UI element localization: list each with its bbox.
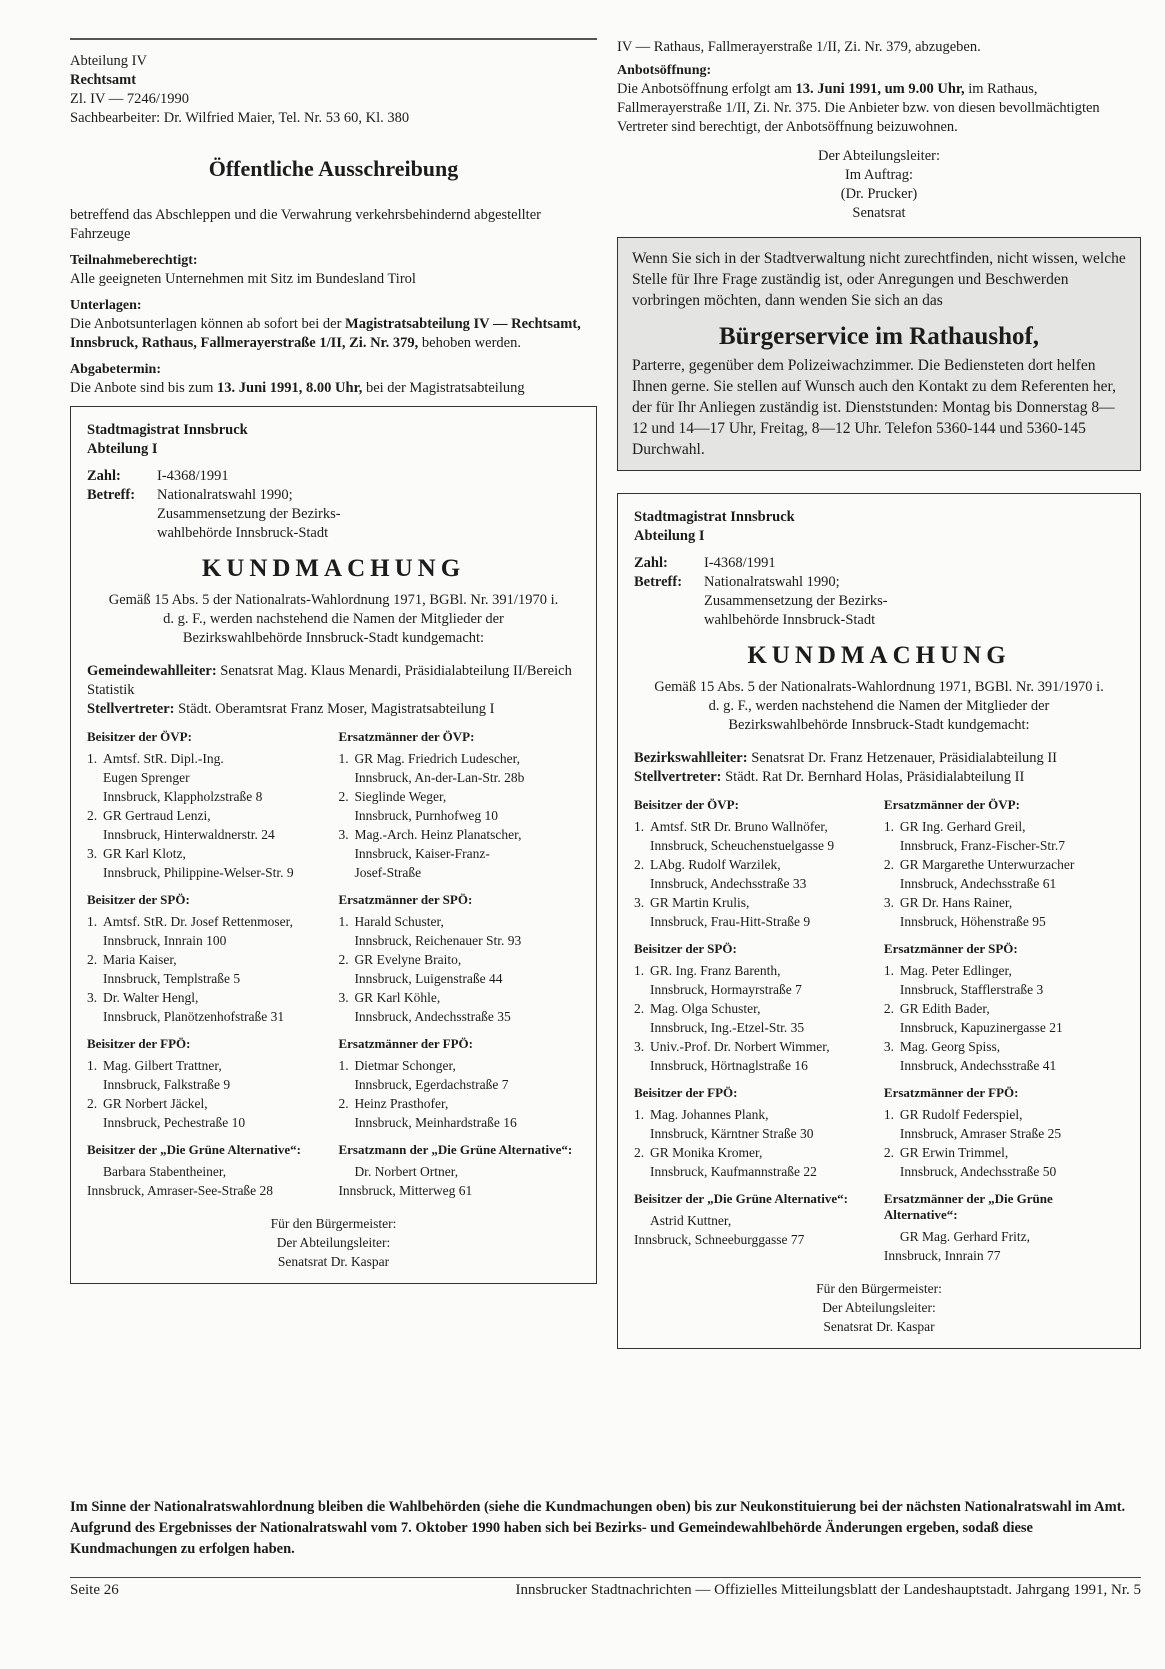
leader-value: Senatsrat Mag. Klaus Menardi, Präsidialabteilung II/Bereich Statistik [87, 663, 572, 698]
member-detail: Innsbruck, Höhenstraße 95 [899, 914, 1046, 929]
betreff-line: Nationalratswahl 1990; [704, 574, 840, 590]
member-name: Harald Schuster, [354, 914, 444, 929]
member-detail: Innsbruck, Mitterweg 61 [338, 1183, 473, 1198]
member-list [884, 817, 1124, 931]
signature-line: Für den Bürgermeister: [270, 1216, 397, 1231]
deadline-text-start: Die Anbote sind bis zum [70, 380, 218, 396]
member-list [634, 1105, 874, 1181]
member-detail: Innsbruck, Kaiser-Franz- [354, 846, 490, 861]
member-list [338, 749, 580, 882]
section-title: Beisitzer der FPÖ: [634, 1085, 738, 1100]
leader-line [87, 662, 580, 700]
member-detail: Innsbruck, Amraser-See-Straße 28 [87, 1183, 274, 1198]
member-detail: Innsbruck, Kapuzinergasse 21 [899, 1020, 1063, 1035]
bottom-note: Im Sinne der Nationalratswahlordnung bleiben die Wahlbehörden (siehe die Kundmachungen oben) bis zur Neukonstituierung bei der nächsten Nationalratswahl im Amt. Aufgrund des Ergebnisses der Nationalratswahl vom 7. Oktober 1990 haben sich bei Bezirks- und Gemeindewahlbehörde Änderungen ergeben, sodaß diese Kundmachungen zu erfolgen haben. [70, 1499, 1126, 1557]
section-title: Beisitzer der SPÖ: [634, 941, 737, 956]
kundmachung-box-1 [70, 406, 597, 1284]
list-item [338, 1094, 580, 1132]
substitutes-column [884, 931, 1124, 1075]
member-detail: Innsbruck, Hormayrstraße 7 [650, 982, 802, 997]
party-section [87, 719, 580, 882]
members-column [87, 1026, 329, 1132]
member-detail: Innsbruck, Pechestraße 10 [103, 1115, 246, 1130]
member-detail: Innsbruck, Meinhardstraße 16 [354, 1115, 517, 1130]
section-title: Ersatzmänner der SPÖ: [883, 941, 1018, 956]
list-item [634, 1105, 874, 1143]
list-item [87, 988, 329, 1026]
member-name: GR Norbert Jäckel, [103, 1096, 208, 1111]
opening-text [617, 80, 1141, 137]
member-name: Mag. Johannes Plank, [650, 1107, 769, 1122]
party-section [87, 1026, 580, 1132]
party-section [634, 1075, 1124, 1181]
member-name: GR Mag. Friedrich Ludescher, [354, 751, 520, 766]
opening-text-end: im Rathaus, Fallmerayerstraße 1/II, Zi. Nr. 375. Die Anbieter bzw. von diesen bevollmächtigten Vertreter sind berechtigt, der Anbotsöffnung beizuwohnen. [617, 81, 1100, 135]
member-name: Dietmar Schonger, [354, 1058, 456, 1073]
member-detail: Innsbruck, Schneeburggasse 77 [634, 1232, 805, 1247]
members-column [634, 787, 874, 931]
member-list [87, 1056, 329, 1132]
item-number: 1. [883, 963, 895, 978]
documents-text-start: Die Anbotsunterlagen können ab sofort bei der [70, 316, 346, 332]
signature-line: Senatsrat [852, 205, 906, 221]
member-name: GR Karl Köhle, [354, 990, 441, 1005]
item-number: 1. [338, 1058, 349, 1073]
betreff-line: Nationalratswahl 1990; [157, 487, 293, 503]
reference-number: Zl. IV — 7246/1990 [70, 91, 189, 107]
signature-line: Senatsrat Dr. Kaspar [277, 1254, 390, 1269]
documents-label: Unterlagen: [70, 298, 142, 313]
deputy-value: Städt. Oberamtsrat Franz Moser, Magistratsabteilung I [174, 701, 495, 717]
member-detail: Innsbruck, Philippine-Welser-Str. 9 [103, 865, 294, 880]
party-section [634, 1181, 1124, 1265]
member-list [338, 1162, 580, 1200]
buergerservice-box [617, 237, 1141, 471]
item-number: 2. [634, 857, 645, 872]
substitutes-column [338, 1026, 580, 1132]
list-item [338, 749, 580, 787]
item-number: 2. [883, 1145, 895, 1160]
member-name: Mag. Gilbert Trattner, [103, 1058, 222, 1073]
section-title: Ersatzmänner der SPÖ: [338, 892, 473, 907]
member-name: GR Ing. Gerhard Greil, [899, 819, 1026, 834]
leader-line [634, 749, 1124, 768]
kundmachung-intro: Gemäß 15 Abs. 5 der Nationalrats-Wahlordnung 1971, BGBl. Nr. 391/1970 i. d. g. F., werden nachstehend die Namen der Mitglieder der Bezirkswahlbehörde Innsbruck-Stadt kundgemacht: [654, 679, 1104, 733]
item-number: 3. [883, 895, 895, 910]
member-detail: Innsbruck, Innrain 100 [103, 933, 227, 948]
opening-text-bold: 13. Juni 1991, um 9.00 Uhr, [795, 81, 965, 97]
item-number: 2. [883, 1001, 895, 1016]
deputy-line [634, 768, 1124, 787]
betreff-label: Betreff: [87, 487, 136, 503]
substitutes-column [884, 1181, 1124, 1265]
item-number: 2. [634, 1001, 645, 1016]
member-name: GR Edith Bader, [899, 1001, 990, 1016]
member-name: GR Mag. Gerhard Fritz, [899, 1229, 1031, 1244]
betreff-line: Zusammensetzung der Bezirks- [157, 506, 341, 522]
page-footer [70, 1577, 1141, 1599]
substitutes-column [338, 882, 580, 1026]
department-name: Abteilung I [87, 441, 158, 457]
member-detail: Innsbruck, Planötzenhofstraße 31 [103, 1009, 285, 1024]
member-detail: Innsbruck, Amraser Straße 25 [899, 1126, 1062, 1141]
member-detail: Innsbruck, Reichenauer Str. 93 [354, 933, 522, 948]
list-item [634, 1143, 874, 1181]
member-list [634, 817, 874, 931]
member-list [634, 961, 874, 1075]
signature-line: Der Abteilungsleiter: [817, 148, 940, 164]
list-item [884, 1037, 1124, 1075]
list-item [884, 999, 1124, 1037]
buergerservice-body: Parterre, gegenüber dem Polizeiwachzimmer. Die Bediensteten dort helfen Ihnen gerne. Sie stellen auf Wunsch auch den Kontakt zu dem Referenten her, der für Ihr Anliegen zuständig ist. Dienststunden: Montag bis Donnerstag 8—12 und 14—17 Uhr, Freitag, 8—12 Uhr. Telefon 5360-144 und 5360-145 Durchwahl. [632, 357, 1116, 458]
member-detail: Innsbruck, Scheuchenstuelgasse 9 [650, 838, 835, 853]
member-name: Mag. Georg Spiss, [899, 1039, 1001, 1054]
member-list [884, 1227, 1124, 1265]
left-column [70, 38, 597, 1284]
signature-line: (Dr. Prucker) [840, 186, 918, 202]
kundmachung-title: KUNDMACHUNG [747, 642, 1011, 669]
zahl-value: I-4368/1991 [157, 468, 229, 484]
item-number: 3. [634, 895, 645, 910]
item-number: 3. [883, 1039, 895, 1054]
member-name: Amtsf. StR. Dipl.-Ing. [103, 751, 224, 766]
item-number: 3. [87, 846, 98, 861]
list-item [87, 912, 329, 950]
magistrate-name: Stadtmagistrat Innsbruck [634, 509, 795, 525]
department: Abteilung IV [70, 53, 147, 69]
member-detail: Innsbruck, Franz-Fischer-Str.7 [899, 838, 1065, 853]
member-detail: Innsbruck, Kaufmannstraße 22 [650, 1164, 817, 1179]
substitutes-column [338, 719, 580, 882]
member-name: LAbg. Rudolf Warzilek, [650, 857, 781, 872]
member-name: GR Karl Klotz, [103, 846, 186, 861]
betreff-label: Betreff: [634, 574, 683, 590]
member-detail: Innsbruck, Frau-Hitt-Straße 9 [650, 914, 811, 929]
item-number: 3. [338, 990, 349, 1005]
member-name: GR. Ing. Franz Barenth, [650, 963, 781, 978]
deputy-value: Städt. Rat Dr. Bernhard Holas, Präsidialabteilung II [721, 769, 1025, 785]
member-name: Mag.-Arch. Heinz Planatscher, [354, 827, 522, 842]
item-number: 3. [634, 1039, 645, 1054]
opening-text-start: Die Anbotsöffnung erfolgt am [617, 81, 796, 97]
party-section [87, 882, 580, 1026]
signature-line: Der Abteilungsleiter: [276, 1235, 391, 1250]
list-item [87, 749, 329, 806]
item-number: 2. [87, 808, 98, 823]
member-detail: Innsbruck, Falkstraße 9 [103, 1077, 231, 1092]
zahl-row [87, 467, 580, 486]
member-detail: Innsbruck, Klappholzstraße 8 [103, 789, 263, 804]
publication-name: Innsbrucker Stadtnachrichten — Offizielles Mitteilungsblatt der Landeshauptstadt. Jahrgang 1991, Nr. 5 [515, 1582, 1141, 1598]
member-name: GR Erwin Trimmel, [899, 1145, 1009, 1160]
item-number: 1. [338, 914, 349, 929]
list-item [338, 1162, 580, 1200]
member-detail: Innsbruck, Andechsstraße 35 [354, 1009, 511, 1024]
signature-line: Der Abteilungsleiter: [822, 1300, 936, 1315]
list-item [634, 961, 874, 999]
item-number: 2. [883, 857, 895, 872]
member-name: Dr. Norbert Ortner, [354, 1164, 459, 1179]
item-number: 1. [634, 963, 645, 978]
member-name: Dr. Walter Hengl, [103, 990, 199, 1005]
section-title: Beisitzer der ÖVP: [87, 729, 192, 744]
substitutes-column [884, 787, 1124, 931]
right-column [617, 38, 1141, 1349]
leader-value: Senatsrat Dr. Franz Hetzenauer, Präsidialabteilung II [747, 750, 1058, 766]
signature-line: Im Auftrag: [844, 167, 914, 183]
list-item [884, 817, 1124, 855]
section-title: Ersatzmann der „Die Grüne Alternative“: [338, 1142, 573, 1157]
member-detail: Innsbruck, Ing.-Etzel-Str. 35 [650, 1020, 805, 1035]
item-number: 2. [338, 952, 349, 967]
section-title: Beisitzer der „Die Grüne Alternative“: [87, 1142, 301, 1157]
list-item [884, 1227, 1124, 1265]
member-list [87, 749, 329, 882]
members-column [634, 1181, 874, 1265]
section-title: Ersatzmänner der FPÖ: [338, 1036, 473, 1051]
section-title: Ersatzmänner der „Die Grüne Alternative“: [883, 1191, 1053, 1222]
deadline-text [70, 379, 597, 398]
list-item [338, 988, 580, 1026]
member-detail: Innsbruck, Kärntner Straße 30 [650, 1126, 814, 1141]
deputy-label: Stellvertreter: [87, 701, 175, 717]
member-name: GR Rudolf Federspiel, [899, 1107, 1023, 1122]
section-title: Beisitzer der SPÖ: [87, 892, 190, 907]
party-section [634, 931, 1124, 1075]
office: Rechtsamt [70, 72, 137, 88]
party-section [87, 1132, 580, 1200]
zahl-row [634, 554, 1124, 573]
list-item [884, 961, 1124, 999]
member-name: GR Dr. Hans Rainer, [899, 895, 1013, 910]
substitutes-column [338, 1132, 580, 1200]
zahl-value: I-4368/1991 [704, 555, 776, 571]
item-number: 1. [883, 819, 895, 834]
list-item [634, 817, 874, 855]
member-name: GR Margarethe Unterwurzacher [899, 857, 1075, 872]
members-column [87, 882, 329, 1026]
member-list [338, 1056, 580, 1132]
member-detail: Innsbruck, Innrain 77 [883, 1248, 1001, 1263]
signature-line: Für den Bürgermeister: [816, 1281, 942, 1296]
signature-block-top [617, 147, 1141, 223]
list-item [634, 893, 874, 931]
clerk: Sachbearbeiter: Dr. Wilfried Maier, Tel. Nr. 53 60, Kl. 380 [70, 110, 410, 126]
list-item [87, 844, 329, 882]
signature-block [634, 1279, 1124, 1336]
member-detail: Innsbruck, Andechsstraße 50 [899, 1164, 1057, 1179]
department-name: Abteilung I [634, 528, 705, 544]
list-item [634, 999, 874, 1037]
members-column [634, 1075, 874, 1181]
item-number: 3. [338, 827, 349, 842]
list-item [634, 1211, 874, 1249]
member-detail: Innsbruck, Egerdachstraße 7 [354, 1077, 509, 1092]
section-title: Beisitzer der FPÖ: [87, 1036, 191, 1051]
kundmachung-title: KUNDMACHUNG [201, 555, 466, 582]
magistrate-name: Stadtmagistrat Innsbruck [87, 422, 248, 438]
page-number: Seite 26 [70, 1582, 119, 1598]
opening-label: Anbotsöffnung: [617, 63, 712, 78]
section-title: Ersatzmänner der FPÖ: [883, 1085, 1019, 1100]
item-number: 2. [87, 952, 98, 967]
member-list [884, 1105, 1124, 1181]
item-number: 1. [634, 1107, 645, 1122]
participation-label: Teilnahmeberechtigt: [70, 253, 198, 268]
deputy-line [87, 700, 580, 719]
member-detail: Innsbruck, Andechsstraße 61 [899, 876, 1057, 891]
item-number: 1. [634, 819, 645, 834]
item-number: 1. [87, 751, 98, 766]
member-detail: Innsbruck, Hörtnaglstraße 16 [650, 1058, 808, 1073]
member-detail: Eugen Sprenger [103, 770, 190, 785]
deputy-label: Stellvertreter: [634, 769, 722, 785]
member-detail: Innsbruck, Luigenstraße 44 [354, 971, 503, 986]
list-item [884, 855, 1124, 893]
member-name: GR Monika Kromer, [650, 1145, 763, 1160]
member-detail: Innsbruck, Andechsstraße 33 [650, 876, 807, 891]
list-item [634, 855, 874, 893]
top-rule [70, 38, 597, 40]
member-detail: Innsbruck, Andechsstraße 41 [899, 1058, 1057, 1073]
members-column [634, 931, 874, 1075]
betreff-value [157, 486, 341, 543]
member-name: Astrid Kuttner, [650, 1213, 732, 1228]
list-item [338, 1056, 580, 1094]
member-list [338, 912, 580, 1026]
member-detail: Innsbruck, Stafflerstraße 3 [899, 982, 1044, 997]
member-name: Mag. Olga Schuster, [650, 1001, 761, 1016]
list-item [884, 893, 1124, 931]
leader-label: Gemeindewahlleiter: [87, 663, 217, 679]
list-item [87, 1094, 329, 1132]
members-column [87, 719, 329, 882]
list-item [87, 1162, 329, 1200]
member-name: Mag. Peter Edlinger, [899, 963, 1012, 978]
member-name: GR Gertraud Lenzi, [103, 808, 211, 823]
item-number: 2. [87, 1096, 98, 1111]
item-number: 1. [883, 1107, 895, 1122]
section-title: Ersatzmänner der ÖVP: [338, 729, 475, 744]
members-column [87, 1132, 329, 1200]
member-list [87, 1162, 329, 1200]
section-title: Beisitzer der ÖVP: [634, 797, 739, 812]
member-list [884, 961, 1124, 1075]
list-item [87, 1056, 329, 1094]
list-item [87, 950, 329, 988]
list-item [87, 806, 329, 844]
documents-text [70, 315, 597, 353]
member-name: Heinz Prasthofer, [354, 1096, 449, 1111]
list-item [338, 912, 580, 950]
party-section [634, 787, 1124, 931]
list-item [884, 1105, 1124, 1143]
member-detail: Innsbruck, Hinterwaldnerstr. 24 [103, 827, 275, 842]
member-name: GR Martin Krulis, [650, 895, 750, 910]
deadline-text-end: bei der Magistratsabteilung [362, 380, 525, 396]
member-name: Barbara Stabentheiner, [103, 1164, 227, 1179]
member-detail: Innsbruck, Templstraße 5 [103, 971, 241, 986]
participation-text: Alle geeigneten Unternehmen mit Sitz im Bundesland Tirol [70, 271, 416, 287]
zahl-label: Zahl: [634, 555, 668, 571]
member-detail: Innsbruck, Purnhofweg 10 [354, 808, 499, 823]
buergerservice-intro: Wenn Sie sich in der Stadtverwaltung nicht zurechtfinden, nicht wissen, welche Stelle für Ihre Frage zuständig ist, oder Anregungen und Beschwerden vorbringen möchten, dann wenden Sie sich an das [632, 250, 1126, 309]
betreff-value [704, 573, 888, 630]
list-item [884, 1143, 1124, 1181]
member-detail: Josef-Straße [354, 865, 422, 880]
member-name: Maria Kaiser, [103, 952, 177, 967]
item-number: 2. [338, 1096, 349, 1111]
betreff-line: wahlbehörde Innsbruck-Stadt [157, 525, 329, 541]
buergerservice-heading: Bürgerservice im Rathaushof, [718, 323, 1040, 350]
member-name: Univ.-Prof. Dr. Norbert Wimmer, [650, 1039, 830, 1054]
list-item [634, 1037, 874, 1075]
betreff-line: wahlbehörde Innsbruck-Stadt [704, 612, 876, 628]
substitutes-column [884, 1075, 1124, 1181]
item-number: 1. [87, 914, 98, 929]
list-item [338, 787, 580, 825]
continued-text: IV — Rathaus, Fallmerayerstraße 1/II, Zi. Nr. 379, abzugeben. [617, 39, 981, 55]
section-title: Beisitzer der „Die Grüne Alternative“: [634, 1191, 848, 1206]
tender-subject: betreffend das Abschleppen und die Verwahrung verkehrsbehindernd abgestellter Fahrzeuge [70, 207, 541, 242]
member-detail: Innsbruck, An-der-Lan-Str. 28b [354, 770, 525, 785]
item-number: 1. [87, 1058, 98, 1073]
betreff-row [87, 486, 580, 543]
list-item [338, 950, 580, 988]
item-number: 2. [338, 789, 349, 804]
leader-label: Bezirkswahlleiter: [634, 750, 748, 766]
member-name: Amtsf. StR. Dr. Josef Rettenmoser, [103, 914, 293, 929]
member-name: Sieglinde Weger, [354, 789, 447, 804]
item-number: 1. [338, 751, 349, 766]
documents-text-end: behoben werden. [418, 335, 521, 351]
deadline-text-bold: 13. Juni 1991, 8.00 Uhr, [217, 380, 363, 396]
member-name: Amtsf. StR Dr. Bruno Wallnöfer, [650, 819, 828, 834]
tender-title: Öffentliche Ausschreibung [208, 156, 459, 181]
kundmachung-intro: Gemäß 15 Abs. 5 der Nationalrats-Wahlordnung 1971, BGBl. Nr. 391/1970 i. d. g. F., werden nachstehend die Namen der Mitglieder der Bezirkswahlbehörde Innsbruck-Stadt kundgemacht: [108, 592, 559, 646]
item-number: 2. [634, 1145, 645, 1160]
documents-text-bold: Magistratsabteilung IV — Rechtsamt, Innsbruck, Rathaus, Fallmerayerstraße 1/II, Zi. Nr. 379, [70, 316, 581, 351]
betreff-line: Zusammensetzung der Bezirks- [704, 593, 888, 609]
signature-block [87, 1214, 580, 1271]
kundmachung-box-2 [617, 493, 1141, 1349]
signature-line: Senatsrat Dr. Kaspar [823, 1319, 935, 1334]
item-number: 3. [87, 990, 98, 1005]
section-title: Ersatzmänner der ÖVP: [883, 797, 1020, 812]
member-list [87, 912, 329, 1026]
member-list [634, 1211, 874, 1249]
member-name: GR Evelyne Braito, [354, 952, 462, 967]
zahl-label: Zahl: [87, 468, 121, 484]
deadline-label: Abgabetermin: [70, 362, 161, 377]
betreff-row [634, 573, 1124, 630]
list-item [338, 825, 580, 882]
